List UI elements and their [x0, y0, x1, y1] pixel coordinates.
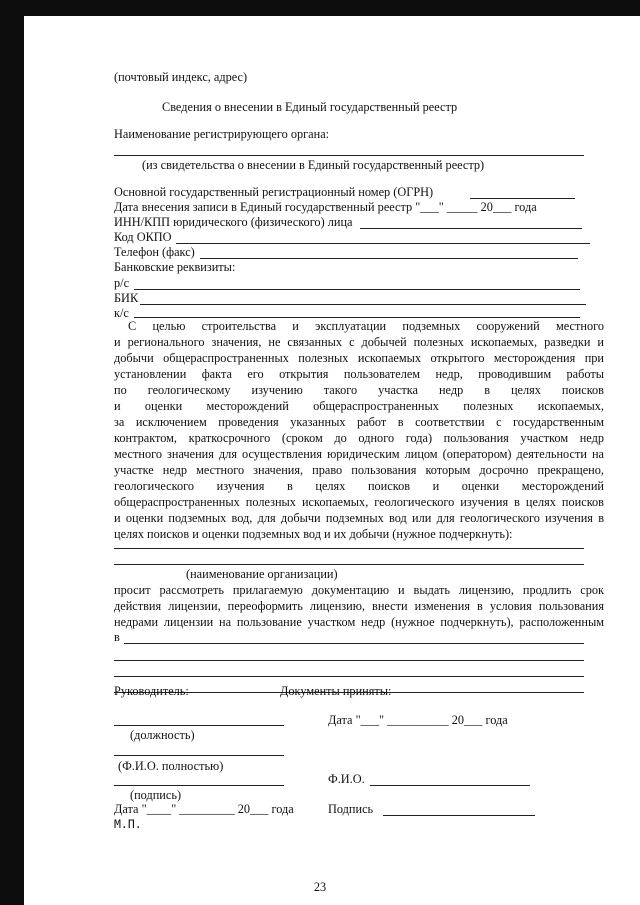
position-label: (должность) [130, 728, 195, 742]
org-name-label: (наименование организации) [186, 567, 338, 581]
registering-body-line [114, 155, 584, 156]
signature-line [114, 785, 284, 786]
address-label: (почтовый индекс, адрес) [114, 70, 248, 84]
body-line: местного значения для осуществления юридическим лицом (оператором) деятельности на [114, 447, 604, 461]
body-line: общераспространенных полезных ископаемых, геологического изучения в целях поисков [114, 495, 604, 509]
head-label: Руководитель: [114, 684, 189, 698]
fio-label: Ф.И.О. [328, 772, 365, 786]
body-line: и оценки подземных вод, для добычи подземных вод или для геологического изучения в [114, 511, 604, 525]
body-line: и регионального значения, не связанных с добычей полезных ископаемых, разведки и [114, 335, 604, 349]
sign-label: Подпись [328, 802, 374, 816]
body-line: участке недр местного значения, право пользования которым досрочно прекращено, [114, 463, 604, 477]
registering-body-label: Наименование регистрирующего органа: [114, 127, 330, 141]
location-line [114, 676, 584, 677]
okpo-line [176, 243, 590, 244]
full-name-line [114, 755, 284, 756]
okpo-label: Код ОКПО [114, 230, 172, 244]
rs-line [134, 289, 580, 290]
docs-received-label: Документы приняты: [280, 684, 392, 698]
bik-line [140, 304, 586, 305]
phone-line [200, 258, 578, 259]
entry-date-label: Дата внесения записи в Единый государственный реестр "___" _____ 20___ года [114, 200, 537, 214]
scan-border-left [0, 0, 24, 905]
body-line: установлении факта его открытия пользователем недр, проводившим работы [114, 367, 604, 381]
position-line [114, 725, 284, 726]
full-name-label: (Ф.И.О. полностью) [118, 759, 224, 773]
scan-border-top [0, 0, 640, 16]
body-line: геологического изучения в целях поисков и оценки месторождений [114, 479, 604, 493]
receipt-date: Дата "___" __________ 20___ года [328, 713, 508, 727]
bank-details-label: Банковские реквизиты: [114, 260, 236, 274]
ogrn-label: Основной государственный регистрационный номер (ОГРН) [114, 185, 434, 199]
rs-label: р/с [114, 276, 130, 290]
sign-line [383, 815, 535, 816]
body-line: С целью строительства и эксплуатации подземных сооружений местного [128, 319, 604, 333]
body-line: контрактом, краткосрочного (сроком до одного года) пользования участком недр [114, 431, 604, 445]
location-prefix: в [114, 630, 120, 644]
head-date: Дата "____" _________ 20___ года [114, 802, 294, 816]
stamp-label: М.П. [114, 817, 142, 831]
ks-label: к/с [114, 306, 129, 320]
body-line: по геологическому изучению такого участка недр в целях поисков [114, 383, 604, 397]
body-line: за исключением проведения указанных работ в соответствии с государственным [114, 415, 604, 429]
certificate-note: (из свидетельства о внесении в Единый государственный реестр) [142, 158, 485, 172]
inn-kpp-line [360, 228, 582, 229]
registry-title: Сведения о внесении в Единый государственный реестр [162, 100, 458, 114]
request-line: недрами лицензии на пользование участком недр (нужное подчеркнуть), расположенным [114, 615, 604, 629]
location-line [124, 643, 584, 644]
bik-label: БИК [114, 291, 139, 305]
org-name-line [114, 548, 584, 549]
body-line: целях поисков и оценки подземных вод и их добычи (нужное подчеркнуть): [114, 527, 513, 541]
org-name-line [114, 564, 584, 565]
ogrn-line [470, 198, 575, 199]
location-line [114, 660, 584, 661]
inn-kpp-label: ИНН/КПП юридического (физического) лица [114, 215, 353, 229]
body-line: и оценки месторождений общераспространенных полезных ископаемых, [114, 399, 604, 413]
fio-line [370, 785, 530, 786]
signature-label: (подпись) [130, 788, 182, 802]
phone-label: Телефон (факс) [114, 245, 195, 259]
page-number: 23 [313, 880, 327, 894]
request-line: просит рассмотреть прилагаемую документацию и выдать лицензию, продлить срок [114, 583, 604, 597]
body-line: добычи общераспространенных полезных ископаемых открытого месторождения при [114, 351, 604, 365]
request-line: действия лицензии, переоформить лицензию, внести изменения в условия пользования [114, 599, 604, 613]
